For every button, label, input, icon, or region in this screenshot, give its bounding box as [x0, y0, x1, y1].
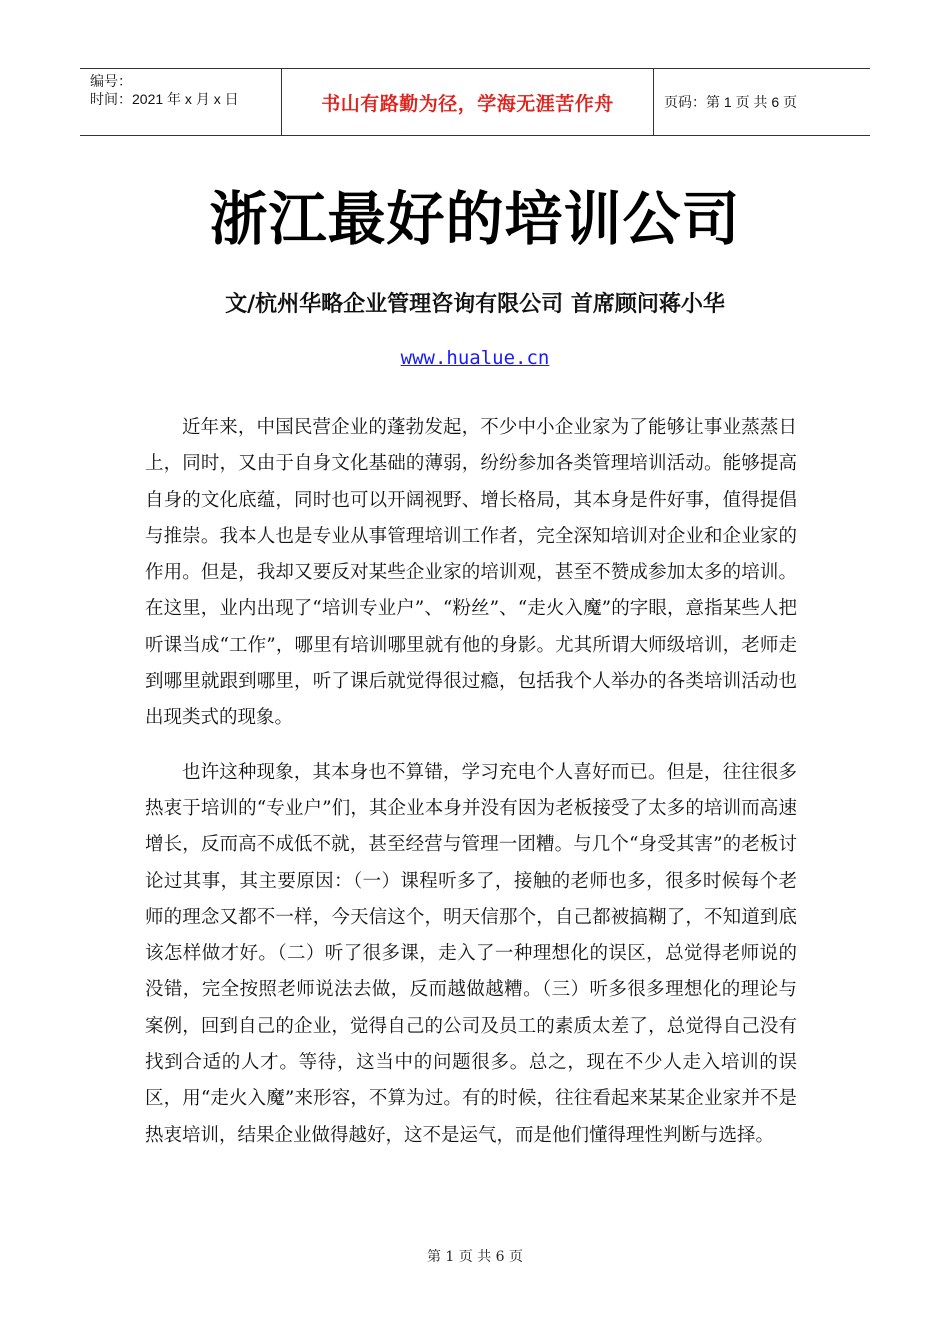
header-motto: 书山有路勤为径，学海无涯苦作舟: [282, 69, 654, 135]
website-link[interactable]: www.hualue.cn: [400, 347, 550, 369]
document-title: 浙江最好的培训公司: [209, 185, 741, 253]
body-paragraph: 也许这种现象，其本身也不算错，学习充电个人喜好而已。但是，往往很多热衷于培训的“专业户”们，其企业本身并没有因为老板接受了太多的培训而高速增长，反而高不成低不就，甚至经营与管理一团糟。与几个“身受其害”的老板讨论过其事，其主要原因：（一）课程听多了，接触的老师也多，很多时候每个老师的理念又都不一样，今天信这个，明天信那个，自己都被搞糊了，不知道到底该怎样做才好。（二）听了很多课，走入了一种理想化的误区，总觉得老师说的没错，完全按照老师说法去做，反而越做越糟。（三）听多很多理想化的理论与案例，回到自己的企业，觉得自己的公司及员工的素质太差了，总觉得自己没有找到合适的人才。等待，这当中的问题很多。总之，现在不少人走入培训的误区，用“走火入魔”来形容，不算为过。有的时候，往往看起来某某企业家并不是热衷培训，结果企业做得越好，这不是运气，而是他们懂得理性判断与选择。: [145, 761, 797, 1146]
document-header: [80, 68, 870, 136]
doc-time-label: 时间：2021 年 x 月 x 日: [90, 91, 239, 107]
document-body: [145, 410, 797, 1172]
author-line: 文/杭州华略企业管理咨询有限公司 首席顾问蒋小华: [225, 291, 725, 317]
header-page-info: 页码：第 1 页 共 6 页: [664, 94, 798, 110]
page-footer: 第 1 页 共 6 页: [426, 1249, 524, 1265]
body-paragraph: 近年来，中国民营企业的蓬勃发起，不少中小企业家为了能够让事业蒸蒸日上，同时，又由于自身文化基础的薄弱，纷纷参加各类管理培训活动。能够提高自身的文化底蕴，同时也可以开阔视野、增长格局，其本身是件好事，值得提倡与推崇。我本人也是专业从事管理培训工作者，完全深知培训对企业和企业家的作用。但是，我却又要反对某些企业家的培训观，甚至不赞成参加太多的培训。在这里，业内出现了“培训专业户”、“粉丝”、“走火入魔”的字眼，意指某些人把听课当成“工作”，哪里有培训哪里就有他的身影。尤其所谓大师级培训，老师走到哪里就跟到哪里，听了课后就觉得很过瘾，包括我个人举办的各类培训活动也出现类式的现象。: [145, 417, 797, 729]
header-meta: [80, 69, 282, 135]
doc-number-label: 编号：: [90, 73, 132, 89]
